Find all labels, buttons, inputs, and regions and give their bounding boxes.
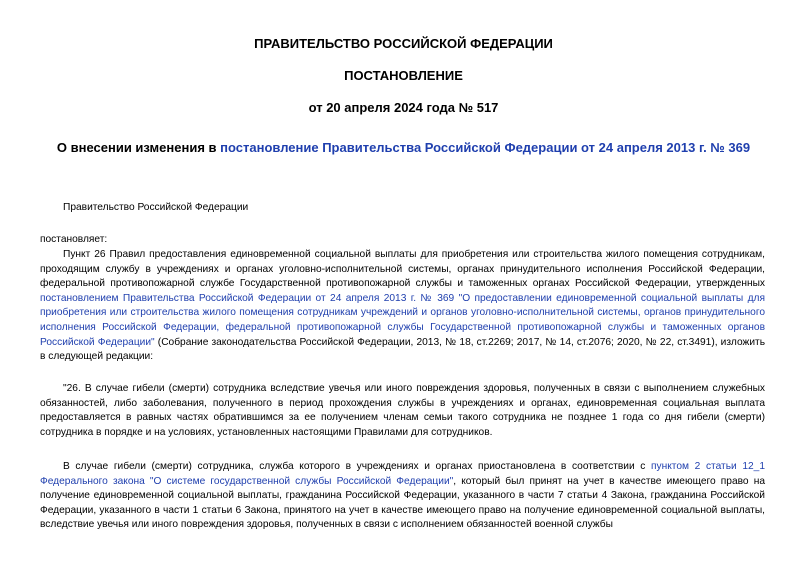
- amendment-paragraph: [40, 248, 765, 365]
- suspended-text-end: , который был принят на учет в качестве имеющего право на получение единовременной социальной выплаты, гражданина Российской Федерации, указанного в части 7 статьи 4 Закона, гражданина Российской Федерации, указанного в части 1 статьи 6 Закона, принятого на учет в качестве имеющего право на получение единовременной социальной выплаты, вследствие увечья или иного повреждения здоровья, полученных в связи с исполнением обязанностей военной службы: [40, 475, 765, 531]
- resolution-369-link[interactable]: постановлением Правительства Российской Федерации от 24 апреля 2013 г. № 369 "О предоставлении единовременной социальной выплаты для приобретения или строительства жилого помещения сотрудникам учреждений и органов уголовно-исполнительной системы, органов принудительного исполнения Российской Федерации, федеральной противопожарной службы Государственной противопожарной службы и таможенных органов Российской Федерации": [40, 292, 765, 348]
- document-type: ПОСТАНОВЛЕНИЕ: [344, 68, 463, 83]
- document-title: [30, 140, 777, 156]
- document-date-number: от 20 апреля 2024 года № 517: [308, 100, 499, 115]
- federal-law-link[interactable]: пунктом 2 статьи 12_1 Федерального закона "О системе государственной службы Российской Федерации": [40, 461, 765, 487]
- amendment-text-end: (Собрание законодательства Российской Федерации, 2013, № 18, ст.2269; 2017, № 14, ст.2076; 2020, № 22, ст.3491), изложить в следующей редакции:: [40, 336, 765, 363]
- issuer-text: Правительство Российской Федерации: [63, 202, 249, 213]
- suspended-service-paragraph: [40, 460, 765, 533]
- new-clause-26-paragraph: "26. В случае гибели (смерти) сотрудника вследствие увечья или иного повреждения здоровья, полученных в связи с выполнением служебных обязанностей, либо заболевания, полученного в период прохождения службы в учреждениях и органах, единовременная социальная выплата предоставляется в равных частях обратившимся за ее получением членам семьи такого сотрудника не позднее 1 года со дня гибели (смерти) сотрудника в порядке и на условиях, установленных настоящими Правилами для сотрудников.: [40, 383, 765, 438]
- amended-act-link[interactable]: постановление Правительства Российской Федерации от 24 апреля 2013 г. № 369: [220, 140, 751, 155]
- title-prefix: О внесении изменения в: [56, 140, 221, 155]
- issuing-body: ПРАВИТЕЛЬСТВО РОССИЙСКОЙ ФЕДЕРАЦИИ: [254, 36, 553, 51]
- amendment-text-start: Пункт 26 Правил предоставления единовременной социальной выплаты для приобретения или строительства жилого помещения сотрудникам, проходящим службу в учреждениях и органах уголовно-исполнительной системы, органах принудительного исполнения Российской Федерации, федеральной противопожарной службе Государственной противопожарной службы и таможенных органах Российской Федерации, утвержденных: [40, 249, 765, 290]
- decides-text: постановляет:: [40, 234, 108, 245]
- suspended-text-start: В случае гибели (смерти) сотрудника, служба которого в учреждениях и органах приостановлена в соответствии с: [63, 461, 651, 472]
